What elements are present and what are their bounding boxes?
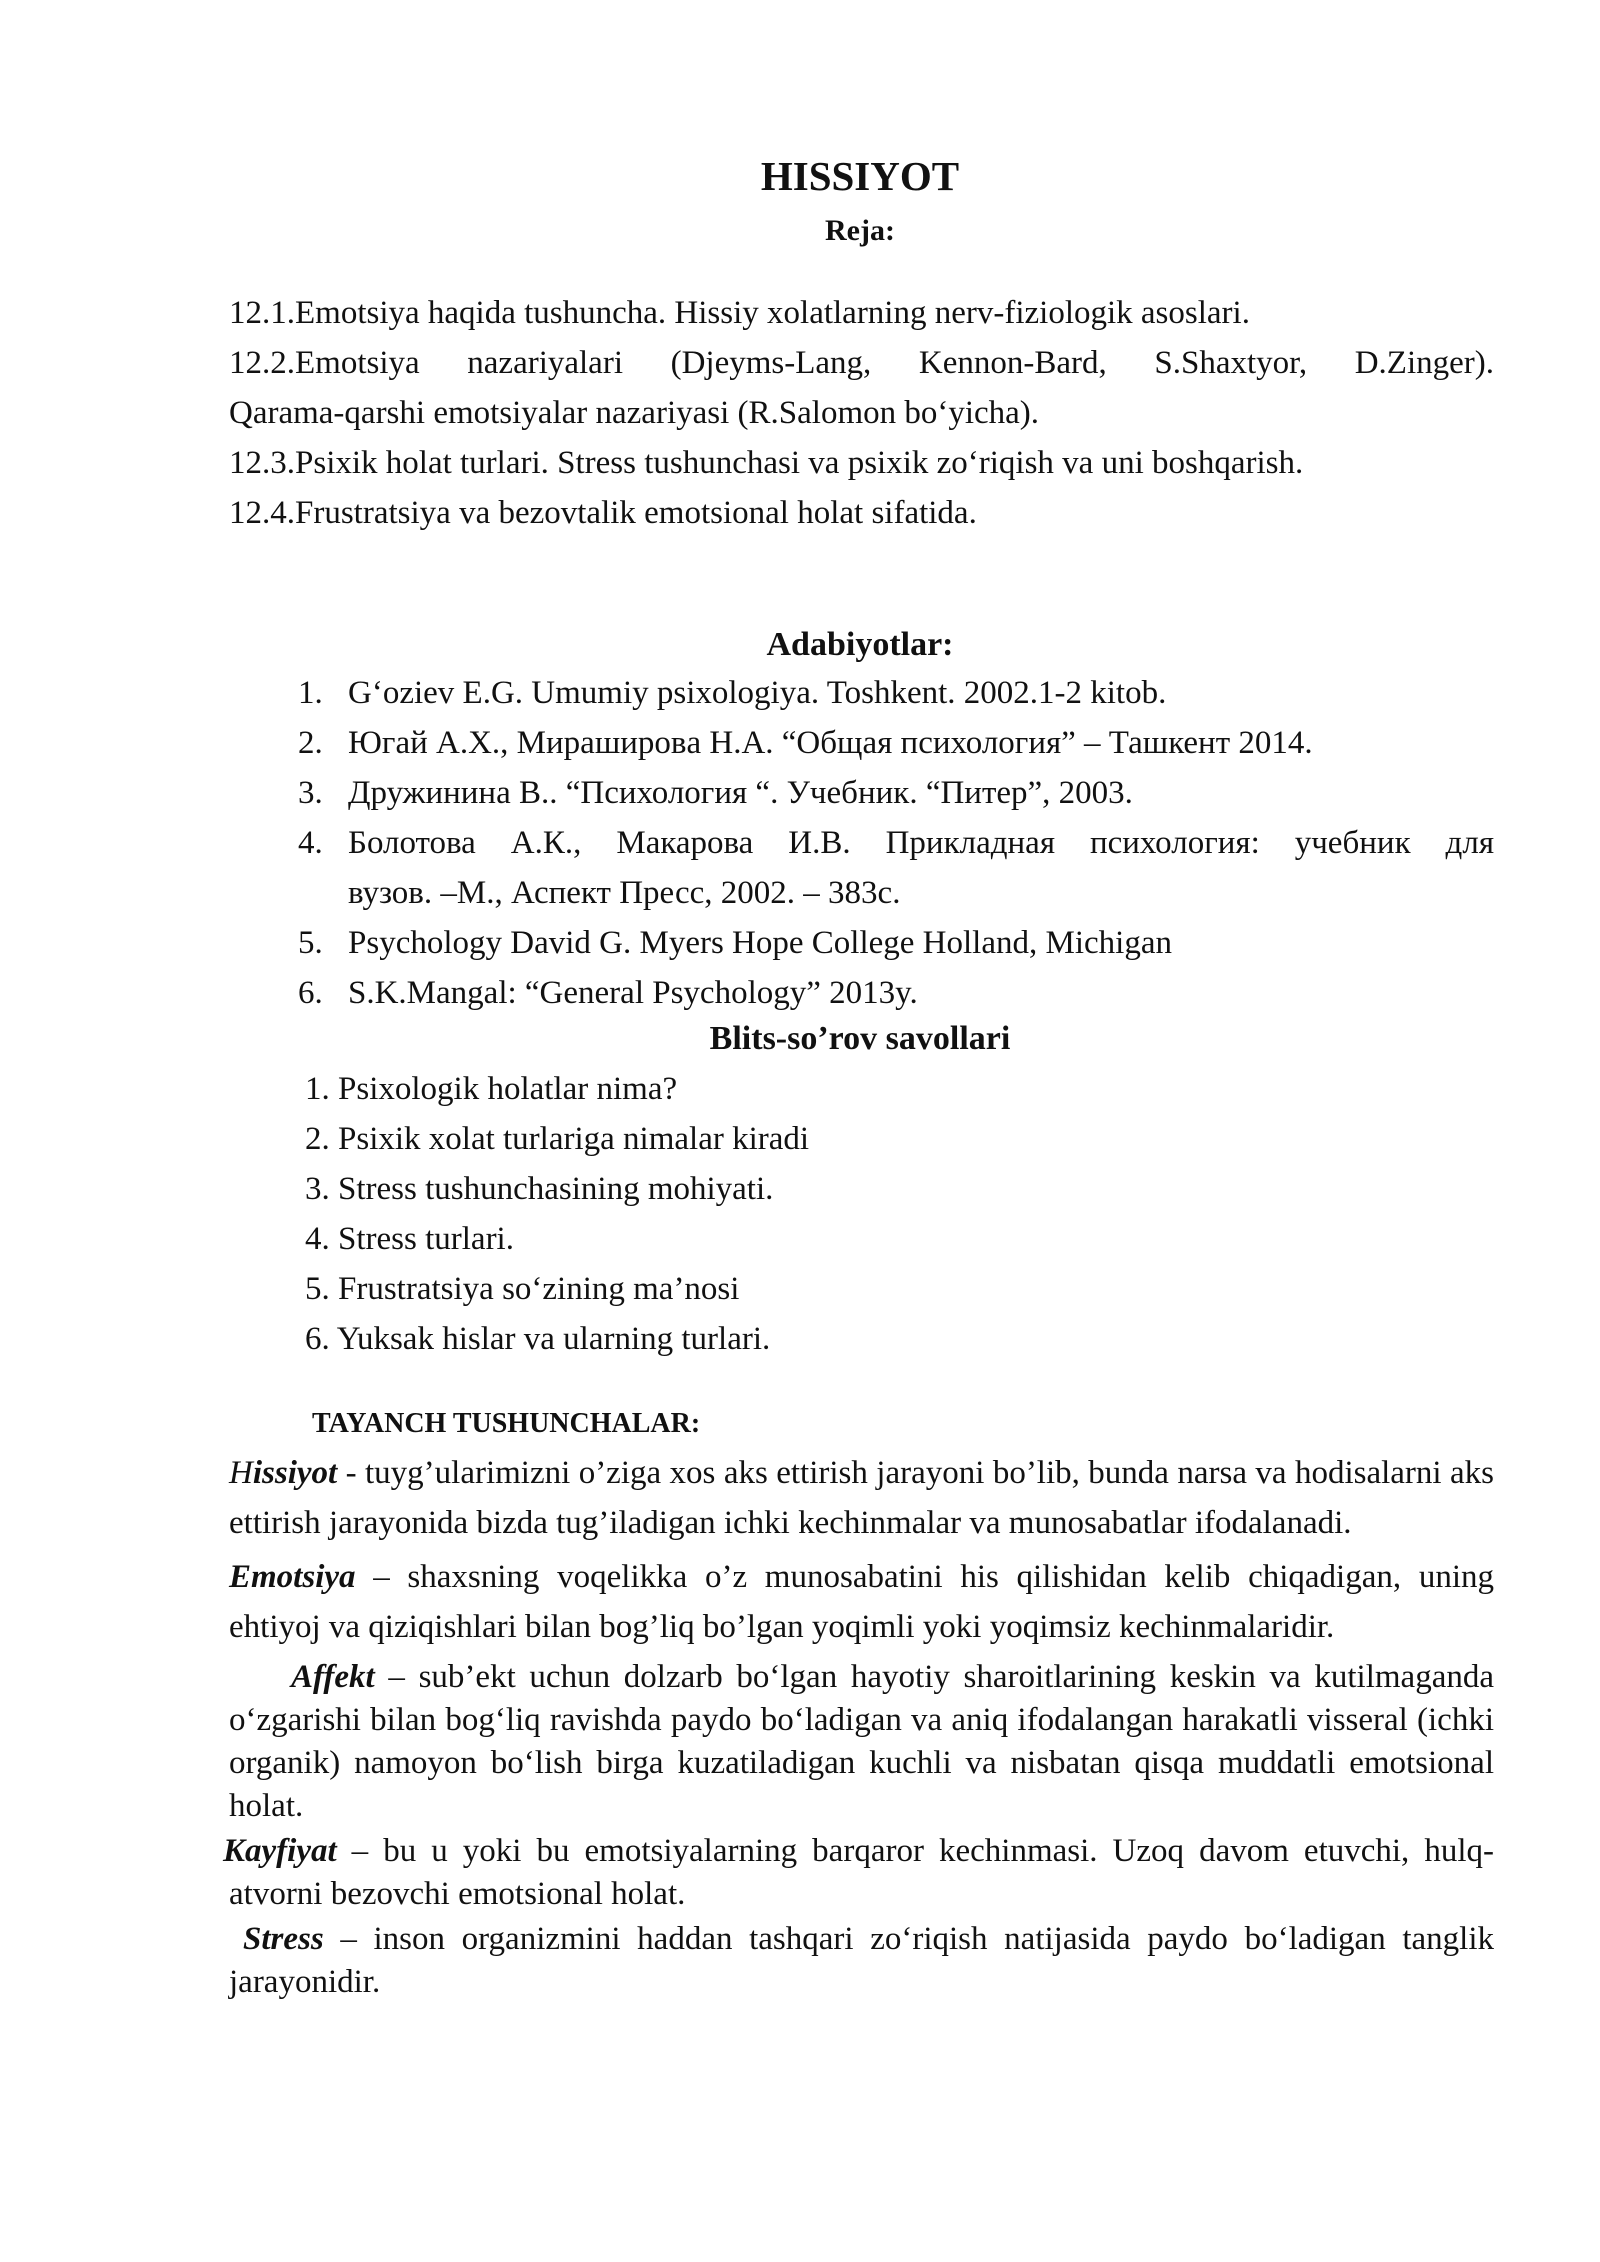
definition-term: issiyot — [252, 1455, 338, 1491]
literature-item: 4. Болотова А.К., Макарова И.В. Прикладная психология: учебник для вузов. –М., Аспект Пресс, 2002. – 383с. — [298, 825, 1494, 911]
blits-question: 4. Stress turlari. — [305, 1221, 514, 1257]
definition-term: Affekt — [291, 1659, 375, 1695]
blits-question-list — [305, 1064, 1205, 1364]
plan-item: 12.2.Emotsiya nazariyalari (Djeyms-Lang, Kennon-Bard, S.Shaxtyor, D.Zinger). — [229, 345, 1494, 381]
literature-heading: Adabiyotlar: — [766, 626, 954, 663]
document-title: HISSIYOT — [760, 153, 960, 199]
definition-kayfiyat — [223, 1830, 1494, 1916]
literature-item: 1. G‘oziev E.G. Umumiy psixologiya. Toshkent. 2002.1-2 kitob. — [298, 675, 1167, 711]
definition-text: – shaxsning voqelikka o’z munosabatini his qilishidan kelib chiqadigan, uning ehtiyoj va qiziqishlari bilan bog’liq bo’lgan yoqimli yoki yoqimsiz kechinmalaridir. — [229, 1559, 1494, 1645]
definition-term: Stress — [243, 1921, 324, 1957]
blits-question: 2. Psixik xolat turlariga nimalar kiradi — [305, 1121, 810, 1157]
definition-term-initial: H — [229, 1455, 253, 1491]
definition-text: – sub’ekt uchun dolzarb bo‘lgan hayotiy sharoitlarining keskin va kutilmaganda o‘zgarishi bilan bog‘liq ravishda paydo bo‘ladigan va aniq ifodalangan harakatli visseral (ichki organik) namoyon bo‘lish birga kuzatiladigan kuchli va nisbatan qisqa muddatli emotsional holat. — [229, 1659, 1494, 1824]
definition-stress — [229, 1918, 1494, 2004]
blits-heading: Blits-so’rov savollari — [709, 1020, 1011, 1057]
key-concepts-definitions — [223, 1448, 1494, 2004]
definition-term: Kayfiyat — [223, 1833, 337, 1869]
blits-question: 6. Yuksak hislar va ularning turlari. — [305, 1321, 771, 1357]
definition-text: – inson organizmini haddan tashqari zo‘riqish natijasida paydo bo‘ladigan tanglik jarayonidir. — [229, 1921, 1494, 2000]
plan-item-continuation: Qarama-qarshi emotsiyalar nazariyasi (R.Salomon bo‘yicha). — [229, 395, 1040, 431]
blits-question: 1. Psixologik holatlar nima? — [305, 1071, 678, 1107]
plan-item: 12.3.Psixik holat turlari. Stress tushunchasi va psixik zo‘riqish va uni boshqarish. — [229, 445, 1304, 481]
blits-question: 5. Frustratsiya so‘zining ma’nosi — [305, 1271, 740, 1307]
literature-list — [290, 668, 1494, 1018]
plan-label: Reja: — [825, 214, 895, 247]
definition-hissiyot — [229, 1448, 1494, 1548]
definition-emotsiya — [229, 1552, 1494, 1652]
definition-affekt — [229, 1656, 1494, 1828]
blits-question: 3. Stress tushunchasining mohiyati. — [305, 1171, 774, 1207]
literature-item: 2. Югай А.Х., Мирашировa Н.А. “Общая психология” – Ташкент 2014. — [298, 725, 1313, 761]
definition-text: - tuyg’ularimizni o’ziga xos aks ettirish jarayoni bo’lib, bunda narsa va hodisalarni aks ettirish jarayonida bizda tug’iladigan ichki kechinmalar va munosabatlar ifodalanadi. — [229, 1455, 1494, 1541]
plan-item: 12.4.Frustratsiya va bezovtalik emotsional holat sifatida. — [229, 495, 977, 531]
definition-text: – bu u yoki bu emotsiyalarning barqaror kechinmasi. Uzoq davom etuvchi, hulq-atvorni bezovchi emotsional holat. — [229, 1833, 1494, 1912]
literature-item: 5. Psychology David G. Myers Hope College Holland, Michigan — [298, 925, 1172, 961]
plan-list — [229, 288, 1494, 538]
key-concepts-heading: TAYANCH TUSHUNCHALAR: — [312, 1408, 701, 1439]
literature-item: 6. S.K.Mangal: “General Psychology” 2013y. — [298, 975, 918, 1011]
literature-item: 3. Дружинина В.. “Психология “. Учебник. “Питер”, 2003. — [298, 775, 1133, 811]
definition-term: Emotsiya — [229, 1559, 356, 1595]
plan-item: 12.1.Emotsiya haqida tushuncha. Hissiy xolatlarning nerv-fiziologik asoslari. — [229, 295, 1250, 331]
